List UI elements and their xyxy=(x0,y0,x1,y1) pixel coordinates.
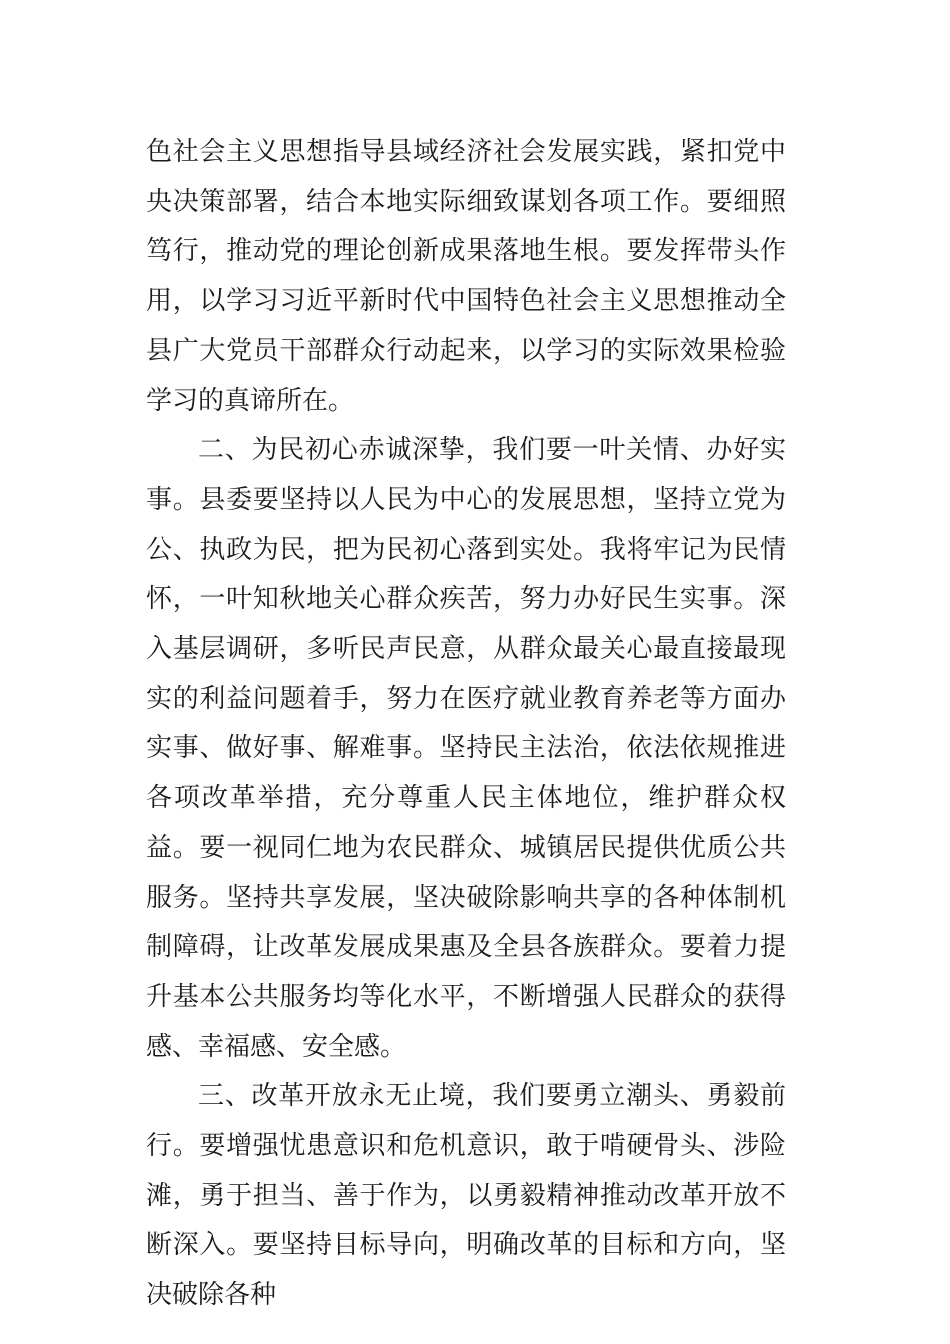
paragraph-section-three: 三、改革开放永无止境，我们要勇立潮头、勇毅前行。要增强忧患意识和危机意识，敢于啃硬骨头、涉险滩，勇于担当、善于作为，以勇毅精神推动改革开放不断深入。要坚持目标导向，明确改革的目标和方向，坚决破除各种 xyxy=(146,1081,786,1311)
paragraph-continuation: 色社会主义思想指导县域经济社会发展实践，紧扣党中央决策部署，结合本地实际细致谋划各项工作。要细照笃行，推动党的理论创新成果落地生根。要发挥带头作用，以学习习近平新时代中国特色社会主义思想推动全县广大党员干部群众行动起来，以学习的实际效果检验学习的真谛所在。 xyxy=(146,137,786,416)
document-body xyxy=(146,128,786,1321)
paragraph-section-two: 二、为民初心赤诚深挚，我们要一叶关情、办好实事。县委要坚持以人民为中心的发展思想，坚持立党为公、执政为民，把为民初心落到实处。我将牢记为民情怀，一叶知秋地关心群众疾苦，努力办好民生实事。深入基层调研，多听民声民意，从群众最关心最直接最现实的利益问题着手，努力在医疗就业教育养老等方面办实事、做好事、解难事。坚持民主法治，依法依规推进各项改革举措，充分尊重人民主体地位，维护群众权益。要一视同仁地为农民群众、城镇居民提供优质公共服务。坚持共享发展，坚决破除影响共享的各种体制机制障碍，让改革发展成果惠及全县各族群众。要着力提升基本公共服务均等化水平，不断增强人民群众的获得感、幸福感、安全感。 xyxy=(146,435,786,1062)
